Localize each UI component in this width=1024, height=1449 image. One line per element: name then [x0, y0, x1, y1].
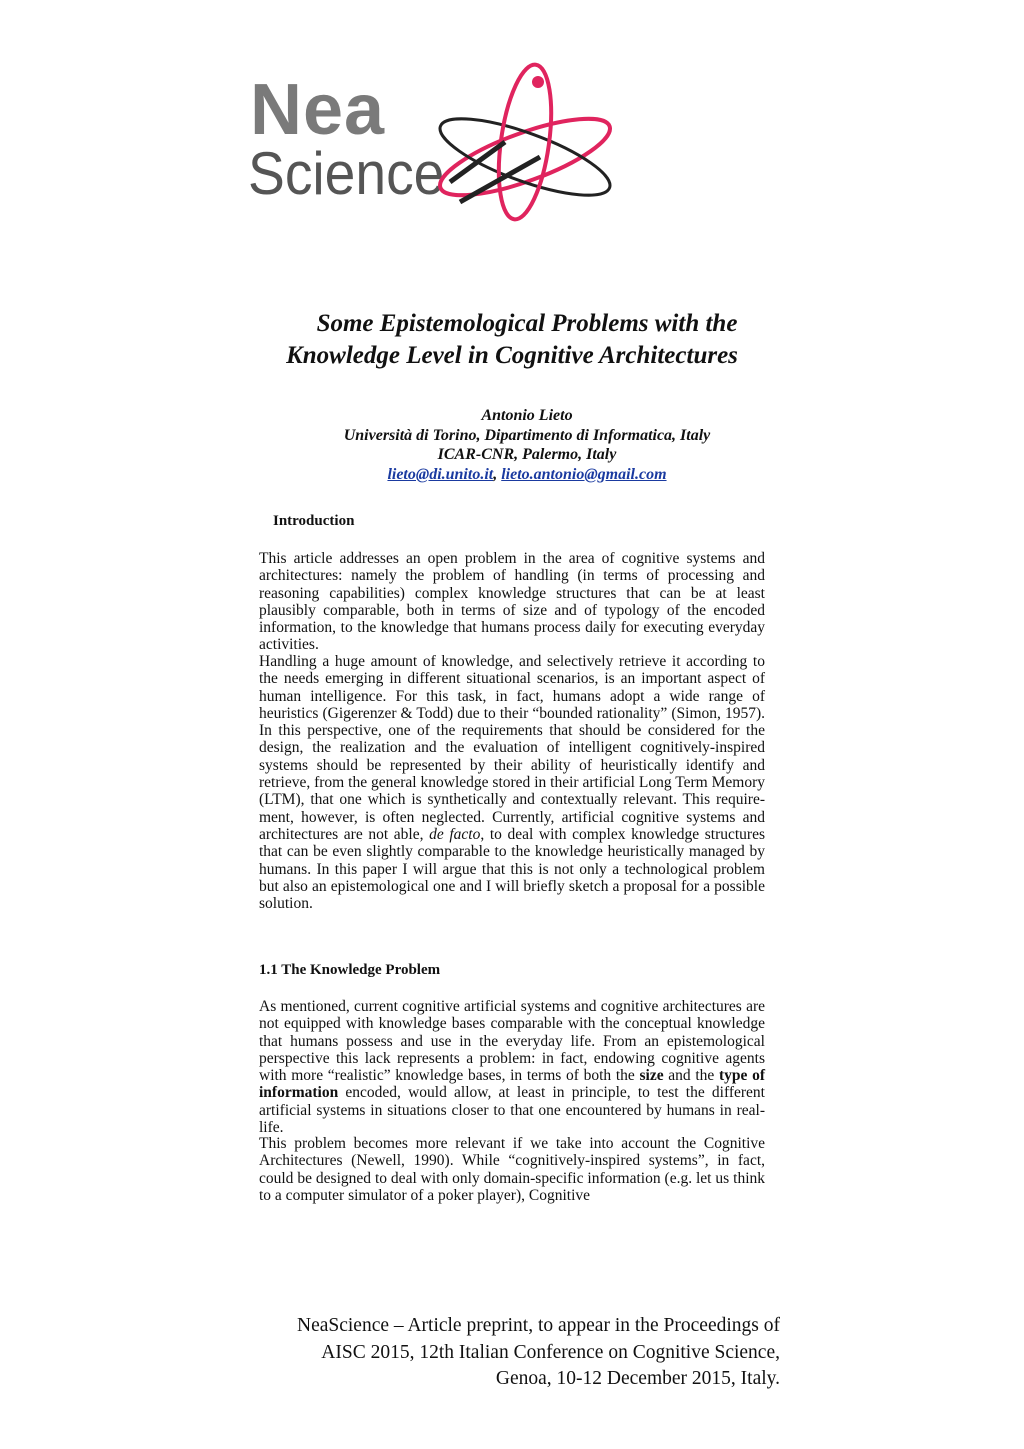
neascience-logo — [240, 62, 620, 222]
sec-p1-text-c: encoded, would allow, at least in principle, to test the different artificial systems in situations closer to that one encountered by humans in real-life. — [259, 1084, 765, 1137]
footer-line-3: Genoa, 10-12 December 2015, Italy. — [495, 1368, 780, 1389]
section-paragraph-2: This problem becomes more relevant if we take into account the Cognitive Architectures (Newell, 1990). While “cognitively-inspired systems”, in fact, could be designed to deal with only domain-specific information (e.g. let us think to a computer simulator of a poker player), Cognitive — [259, 1135, 765, 1204]
logo-word-science: Science — [248, 140, 445, 207]
footer-line-2: AISC 2015, 12th Italian Conference on Cognitive Science, — [321, 1341, 780, 1363]
email-separator: , — [493, 465, 502, 483]
sec-p1-text-a: As mentioned, current cognitive artificial systems and cognitive architectures are not equipped with knowledge bases comparable with the conceptual knowledge that humans possess and use in the everyday life. From an epistemological perspective this lack represents a problem: in fact, endowing cognitive agents with more “realistic” knowledge bases, in terms of both the — [259, 998, 765, 1085]
paper-title — [200, 308, 824, 372]
intro-p2-text-b: , to deal with complex knowledge structures that can be even slightly comparable to the knowledge heuristically managed by humans. In this paper I will argue that this is not only a technological problem but also an epistemological one and I will briefly sketch a proposal for a possible solution. — [259, 825, 765, 913]
atom-icon — [430, 62, 620, 222]
section-heading: 1.1 The Knowledge Problem — [259, 962, 441, 978]
author-affiliation-2: ICAR-CNR, Palermo, Italy — [437, 446, 617, 463]
author-name: Antonio Lieto — [481, 407, 573, 424]
intro-p2-text-a: Handling a huge amount of knowledge, and selectively retrieve it according to the needs emerging in different situational scenarios, is an important aspect of human intelligence. For this task, in fact, humans adopt a wide range of heuristics (Gigerenzer & Todd) due to their “bounded rationality” (Simon, 1957). In this perspective, one of the requirements that should be considered for the design, the realization and the evaluation of intelligent cognitively-inspired systems should be represented by their ability of heuristically identify and retrieve, from the general knowledge stored in their artificial Long Term Memory (LTM), that one which is synthetically and contextually relevant. This requirement, however, is often neglected. Currently, artificial cognitive systems and architectures are not able, — [259, 653, 765, 843]
title-line-2: Knowledge Level in Cognitive Architectures — [286, 342, 738, 369]
sec-p1-bold-type: type of information — [259, 1067, 765, 1102]
email-link-1[interactable]: lieto@di.unito.it — [387, 465, 494, 483]
author-emails — [200, 465, 854, 485]
intro-paragraph-2 — [259, 653, 765, 912]
logo-word-nea: Nea — [250, 70, 386, 150]
sec-p1-text-mid: and the — [663, 1067, 719, 1085]
intro-p2-emphasis: de facto — [429, 825, 481, 843]
author-block — [200, 406, 854, 484]
intro-paragraph-1: This article addresses an open problem in the area of cognitive systems and architectures: namely the problem of handling (in terms of processing and reasoning capabilities) complex knowledge structures that can be at least plausibly comparable, both in terms of size and of typology of the encoded information, to the knowledge that humans process daily for executing everyday activities. — [259, 550, 765, 654]
introduction-heading: Introduction — [273, 513, 355, 529]
footer-line-1: NeaScience – Article preprint, to appear in the Proceedings of — [297, 1315, 780, 1336]
author-affiliation-1: Università di Torino, Dipartimento di Informatica, Italy — [343, 426, 711, 444]
title-line-1: Some Epistemological Problems with the — [316, 310, 738, 337]
sec-p1-bold-size: size — [639, 1067, 664, 1085]
footer-note — [297, 1313, 780, 1393]
section-paragraph-1 — [259, 998, 765, 1136]
email-link-2[interactable]: lieto.antonio@gmail.com — [501, 465, 667, 483]
